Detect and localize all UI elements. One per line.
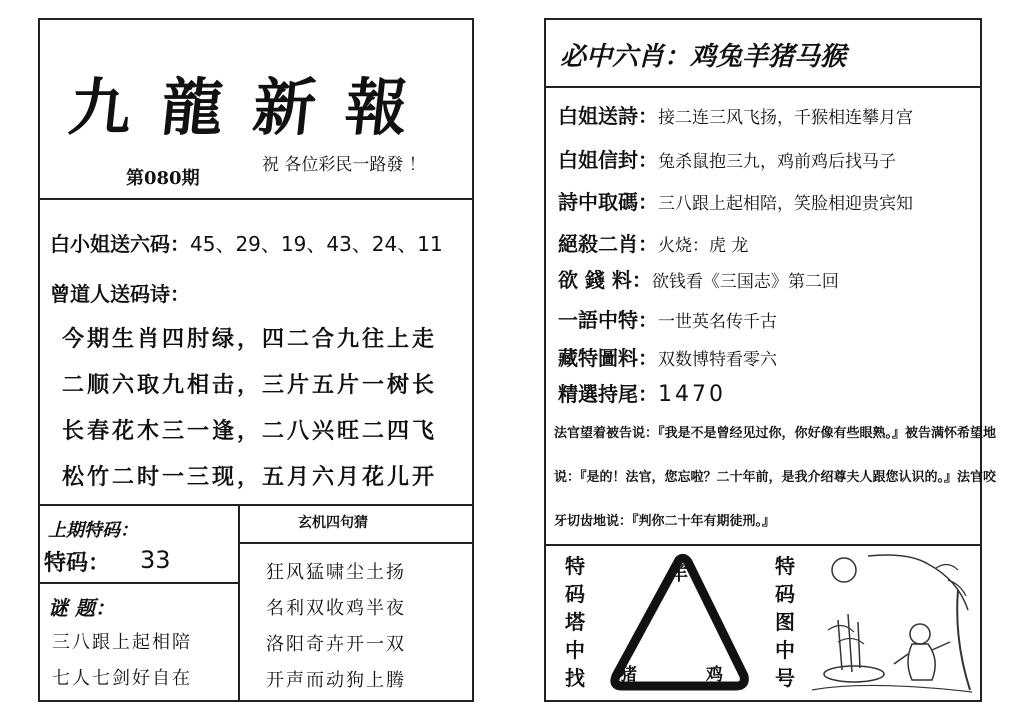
row-value: 双数博特看零六	[658, 350, 777, 370]
row-label: 精選持尾：	[558, 382, 658, 406]
row-tail	[558, 378, 726, 407]
row-value: 接二连三风飞扬，千猴相连攀月宫	[658, 108, 913, 128]
poem-line-2: 二顺六取九相击，三片五片一树长	[62, 372, 438, 398]
four-lines-divider	[238, 542, 472, 544]
greeting: 祝 各位彩民一路發 ！	[262, 155, 426, 175]
monkey-sketch-icon	[808, 550, 976, 698]
picture-char: 号	[775, 666, 795, 690]
row-money	[558, 264, 839, 293]
row-label: 絕殺二肖：	[558, 232, 658, 256]
row-one-word	[558, 304, 777, 333]
tower-right: 鸡	[706, 665, 723, 685]
row-value: 三八跟上起相陪，笑脸相迎贵宾知	[658, 194, 913, 214]
row-label: 欲 錢 料：	[558, 268, 652, 292]
four-lines-title: 玄机四句猜	[298, 515, 368, 531]
picture-char: 图	[775, 610, 795, 634]
poem-line-4: 松竹二时一三现，五月六月花儿开	[62, 464, 438, 490]
six-codes-line	[50, 228, 443, 257]
row-white-poem	[558, 100, 913, 129]
masthead-title: 九龍新報	[65, 71, 442, 144]
special-label: 特码：	[44, 550, 111, 576]
row-value: 兔杀鼠抱三九，鸡前鸡后找马子	[658, 152, 896, 172]
bottom-divider	[546, 544, 980, 546]
four-line-1: 狂风猛啸尘土扬	[266, 562, 406, 583]
six-codes-label: 白小姐送六码：	[50, 232, 190, 256]
vertical-divider	[238, 506, 240, 702]
riddle-label: 谜 题：	[48, 596, 115, 620]
poem-line-3: 长春花木三一逢，二八兴旺二四飞	[62, 418, 438, 444]
four-line-2: 名利双收鸡半夜	[266, 598, 406, 619]
row-value: 1470	[658, 382, 726, 407]
bottom-grid	[40, 504, 472, 702]
row-label: 一語中特：	[558, 308, 658, 332]
row-white-envelope	[558, 144, 896, 173]
poem-line-1: 今期生肖四肘绿，四二合九往上走	[62, 326, 438, 352]
row-label: 藏特圖料：	[558, 346, 658, 370]
riddle-line-2: 七人七剑好自在	[52, 668, 192, 689]
must-zodiac: 必中六肖：鸡兔羊猪马猴	[560, 42, 847, 72]
tower-label	[560, 552, 590, 692]
head-divider	[546, 86, 980, 88]
row-value: 一世英名传千古	[658, 312, 777, 332]
right-page	[544, 18, 997, 702]
picture-label	[770, 552, 800, 692]
riddle-line-1: 三八跟上起相陪	[52, 632, 192, 653]
issue-number: 第080期	[126, 168, 200, 189]
tower-char: 找	[565, 666, 585, 690]
special-value: 33	[140, 546, 171, 574]
tower-char: 中	[565, 638, 585, 662]
horizontal-divider	[40, 582, 238, 584]
story-line-3: 牙切齿地说：『判你二十年有期徒刑。』	[554, 514, 776, 529]
four-line-3: 洛阳奇卉开一双	[266, 634, 406, 655]
picture-char: 特	[775, 554, 795, 578]
row-hidden-pic	[558, 342, 777, 371]
row-kill-two	[558, 228, 748, 257]
story-line-1: 法官望着被告说：『我是不是曾经见过你，你好像有些眼熟。』被告满怀希望地	[554, 426, 997, 441]
four-line-4: 开声而动狗上腾	[266, 670, 406, 691]
tower-char: 特	[565, 554, 585, 578]
row-label: 詩中取碼：	[558, 190, 658, 214]
row-label: 白姐送詩：	[558, 104, 658, 128]
tower-char: 码	[565, 582, 585, 606]
left-page	[38, 18, 474, 702]
picture-char: 中	[775, 638, 795, 662]
row-value: 欲钱看《三国志》第二回	[651, 272, 839, 292]
row-label: 白姐信封：	[558, 148, 658, 172]
row-poem-code	[558, 186, 913, 215]
masthead	[40, 20, 472, 200]
tower-left: 猪	[620, 665, 637, 685]
poem-title: 曾道人送码诗：	[50, 282, 190, 306]
last-special-label: 上期特码：	[48, 520, 138, 541]
six-codes-value: 45、29、19、43、24、11	[190, 232, 443, 256]
picture-char: 码	[775, 582, 795, 606]
tower-top: 羊	[670, 564, 688, 585]
tower-char: 塔	[565, 610, 585, 634]
row-value: 火烧：虎 龙	[658, 236, 749, 256]
story-line-2: 说：『是的！法官，您忘啦？二十年前，是我介绍尊夫人跟您认识的。』法官咬	[554, 470, 997, 485]
